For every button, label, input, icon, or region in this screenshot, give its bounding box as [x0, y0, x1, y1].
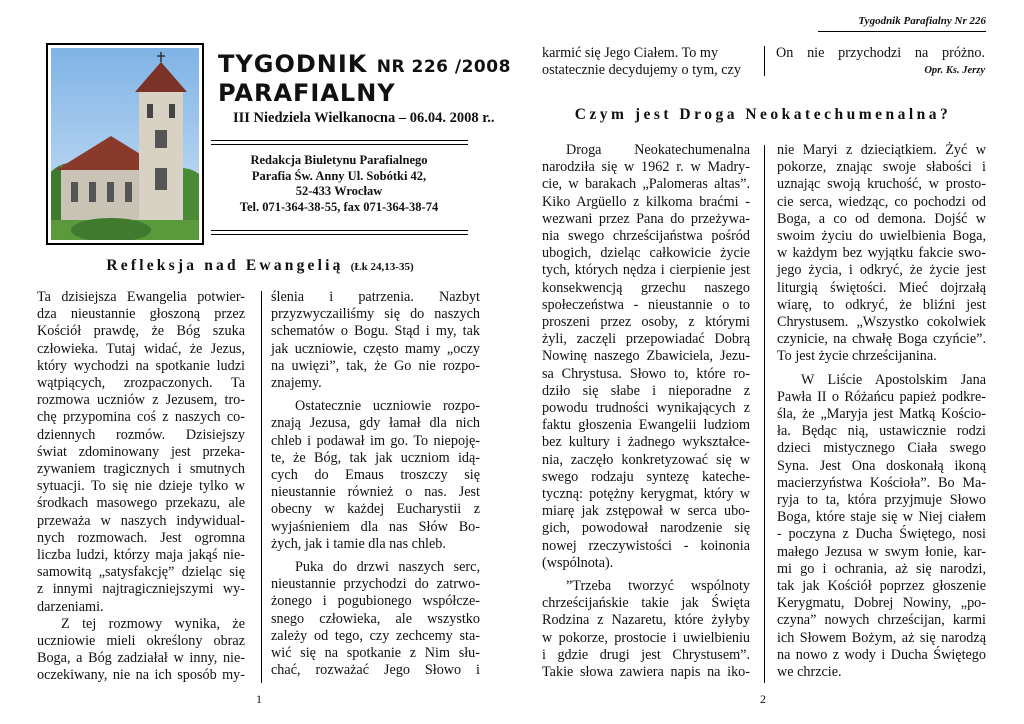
text-line: który wychodzi na spotkanie ludzi	[37, 357, 245, 374]
text-line: konsekwencją grzechu naszego	[542, 279, 750, 296]
running-head-rule	[818, 31, 986, 32]
text-line: znajemy.	[271, 375, 322, 392]
text-line: Kościół prawdę, że Bóg szuka	[37, 323, 245, 340]
text-line: chać, rozważać Jego Słowo i	[271, 662, 480, 679]
text-line: faktu głoszenia Ewangelii ludziom	[542, 417, 750, 434]
text-line: wiarę, to odkryć, że bliźni jest	[777, 296, 986, 313]
text-line: społeczeństwa - nieustannie o to	[542, 296, 750, 313]
author-signature: Opr. Ks. Jerzy	[924, 65, 985, 77]
text-line: w każdym bez wyjątku fakcie swo-	[777, 245, 986, 262]
text-line: nych rozmowach. Jest ogromna	[37, 529, 245, 546]
article-column-3	[542, 142, 750, 681]
text-line: nia swego chrześcijaństwa pośród	[542, 228, 750, 245]
masthead-rule-bottom	[211, 230, 468, 235]
scripture-reference: (Łk 24,13-35)	[350, 261, 414, 273]
text-line: nieustannie przychodzi do zatrwo-	[271, 576, 480, 593]
text-line: i gdzie drugi jest Chrystusem”.	[542, 646, 750, 663]
text-line: we chrzcie.	[777, 664, 842, 681]
text-line: wątpiących, zrozpaczonych. Ta	[37, 375, 245, 392]
text-line: śla, że „Maryja jest Matką Kościo-	[777, 406, 986, 423]
paragraph	[37, 289, 245, 685]
text-line: zywaniem tragicznych i smutnych	[37, 461, 245, 478]
text-line: nowej rzeczywistości - koinonia	[542, 537, 750, 554]
issue-date: III Niedziela Wielkanocna – 06.04. 2008 r..	[233, 110, 495, 126]
text-line: cych do Emaus troszczy się	[271, 467, 480, 484]
text-line: macierzyństwa Kościoła”. Bo Ma-	[777, 474, 986, 491]
text-line: darzeniami.	[37, 598, 104, 615]
issue-number: NR 226 /2008	[376, 57, 511, 77]
text-line: narodziła się w 1962 r. w Madry-	[542, 159, 750, 176]
text-line: miarę jak zstępował w serca ubo-	[542, 503, 750, 520]
paragraph	[271, 289, 480, 392]
text-line: dziło się słabe i nieporadne z	[542, 382, 750, 399]
text-line: liczba ludzi, którzy maja jakąś nie-	[37, 547, 245, 564]
text-line: te, że Bóg, tak jak uczniom idą-	[271, 449, 480, 466]
text-line: nie Maryi z dzieciątkiem. Żyć w	[777, 142, 986, 158]
text-line: jak uczniowie, często mamy „oczy	[271, 340, 480, 357]
paragraph	[271, 398, 480, 553]
masthead-title-word: TYGODNIK	[218, 50, 368, 78]
paragraph	[777, 142, 986, 366]
text-line: ich Słowem Bożym, aż się narodzą	[777, 629, 986, 646]
text-line: Boga, które staje się w Niej ciałem	[777, 509, 986, 526]
text-line: wyjaśnieniem dla nas Słów Bo-	[271, 518, 480, 535]
paragraph	[777, 372, 986, 682]
editorial-line: Tel. 071-364-38-55, fax 071-364-38-74	[239, 199, 439, 214]
text-line: Boga, a co od demona. Dojść w	[777, 210, 986, 227]
text-line: tyczną: potężny kerygmat, który w	[542, 486, 750, 503]
text-line: Z tej rozmowy wynika, że	[61, 615, 245, 632]
text-line: świat zdominowany jest przeka-	[37, 443, 245, 460]
text-line: Puka do drzwi naszych serc,	[295, 559, 480, 576]
section-heading-neocatechumenal: Czym jest Droga Neokatechumenalna?	[574, 106, 952, 123]
text-line: Syna. Jest Ona doskonałą ikoną	[777, 457, 986, 474]
church-photo	[46, 43, 204, 245]
text-line: żonego i pogubionego współcze-	[271, 593, 480, 610]
editorial-line: Redakcja Biuletynu Parafialnego	[250, 153, 428, 167]
page-number: 1	[256, 692, 262, 706]
article-column-1	[37, 289, 245, 685]
masthead-title	[218, 50, 511, 78]
section-heading-reflection	[40, 257, 480, 275]
text-line: cie serca, wiedząc, co pochodzi od	[777, 193, 986, 210]
text-line: Rodzina z Nazaretu, które żyłyby	[542, 612, 750, 629]
masthead-rule-top	[211, 140, 468, 145]
text-line: Chrystusem. „Wszystko cokolwiek	[777, 314, 986, 331]
editorial-line: Parafia Św. Anny Ul. Sobótki 42,	[251, 168, 427, 183]
text-line: wezwani przez Pana do przeżywa-	[542, 210, 750, 227]
text-line: ostatecznie decydujemy o tym, czy	[542, 62, 741, 79]
church-illustration	[51, 48, 199, 240]
text-line: - poczyna z Ducha Świętego, nosi	[777, 526, 986, 543]
text-line: dzieci mistycznego Ciała swego	[777, 440, 986, 457]
text-line: ubogich, dzieląc całkowicie życie	[542, 245, 750, 262]
text-line: z innymi najtragiczniejszymi wy-	[37, 581, 245, 598]
text-line: żyli, zaczęli przepowiadać Dobrą	[542, 331, 750, 348]
text-line: Droga Neokatechumenalna	[566, 142, 750, 158]
text-line: nia, zaczęło konkretyzować się w	[542, 451, 750, 468]
text-line: sa Chrystusa. Słowo to, które ro-	[542, 365, 750, 382]
masthead-title-line2: PARAFIALNY	[218, 79, 396, 107]
text-line: proszeni przez osoby, z którymi	[542, 314, 750, 331]
text-line: sytuacji. To się nie dzieje tylko w	[37, 478, 245, 495]
text-line: obecny w każdej Eucharystii z	[271, 501, 480, 518]
text-line: uznając swoją kruchość, w prosto-	[777, 176, 986, 193]
text-line: mi go i ochrania, aż się narodzi,	[777, 560, 986, 577]
text-line: nieustannie również o nas. Jest	[271, 484, 480, 501]
text-line: Ostatecznie uczniowie rozpo-	[295, 398, 480, 415]
text-line: człowieka. Tutaj widać, że Jezus,	[37, 340, 245, 357]
text-line: schematów o Bogu. Stąd i my, tak	[271, 323, 480, 340]
text-line: w pokorze, prostocie i uwielbieniu	[542, 629, 750, 646]
article-column-2	[271, 289, 480, 679]
editorial-box	[211, 153, 467, 215]
text-line: tych, których nędza i cierpienie jest	[542, 262, 750, 279]
running-head: Tygodnik Parafialny Nr 226	[858, 15, 986, 27]
text-line: wić się na spotkanie z Nim słu-	[271, 645, 480, 662]
text-line: na nowo z wody i Ducha Świętego	[777, 646, 986, 663]
text-line: Takie słowa zawiera napis na iko-	[542, 664, 750, 681]
text-line: Boga, a Bóg zadziałał w inny, nie-	[37, 650, 245, 667]
page-number: 2	[760, 692, 766, 706]
column-divider	[764, 46, 765, 76]
text-line: chleb i podawał im go. To niepoję-	[271, 432, 480, 449]
text-line: Kerygmatu, Dobrej Nowiny, „po-	[777, 595, 986, 612]
text-line: swego rodzaju syntezę kateche-	[542, 468, 750, 485]
text-line: znają Jezusa, gdy łamał dla nich	[271, 415, 480, 432]
text-line: On nie przychodzi na próżno.	[776, 45, 985, 61]
text-line: dziennych rozmów. Dzisiejszy	[37, 426, 245, 443]
text-line: karmić się Jego Ciałem. To my	[542, 45, 719, 61]
text-line: oczekiwany, nie na ich sposób my-	[37, 667, 245, 684]
text-line: To jest życie chrześcijanina.	[777, 348, 937, 365]
text-line: czyna” nowych chrześcijan, karmi	[777, 612, 986, 629]
continuation-end	[776, 45, 985, 79]
text-line: gich, powodował narodzenie się	[542, 520, 750, 537]
text-line: bez kultury i żadnego wykształce-	[542, 434, 750, 451]
column-divider	[764, 145, 765, 683]
text-line: jego życia, i odkryć, że życie jest	[777, 262, 986, 279]
text-line: chrześcijańskie takie jak Święta	[542, 595, 750, 612]
column-divider	[261, 291, 262, 683]
text-line: środkach masowego przekazu, ale	[37, 495, 245, 512]
text-line: zależy od tego, czy zechcemy sta-	[271, 627, 480, 644]
text-line: ”Trzeba tworzyć wspólnoty	[566, 578, 750, 595]
text-line: przeważa w naszych indywidual-	[37, 512, 245, 529]
text-line: ślenia i patrzenia. Nazbyt	[271, 289, 480, 305]
text-line: powodu trudności wynikających z	[542, 400, 750, 417]
editorial-line: 52-433 Wrocław	[295, 184, 383, 198]
text-line: chę przypomina coś z naszych co-	[37, 409, 245, 426]
text-line: dza nieustannie głoszoną przez	[37, 306, 245, 323]
text-line: Pawła II o Różańcu papież podkre-	[777, 388, 986, 405]
text-line: W Liście Apostolskim Jana	[801, 371, 986, 388]
text-line: Ta dzisiejsza Ewangelia potwier-	[37, 289, 245, 305]
text-line: (wspólnota).	[542, 554, 614, 571]
continuation-text	[542, 45, 750, 79]
paragraph	[542, 142, 750, 572]
text-line: czynicie, na chwałę Boga czyńcie”.	[777, 331, 986, 348]
text-line: Nowinę naszego Zbawiciela, Jezu-	[542, 348, 750, 365]
text-line: ła. Będąc nią, ustawicznie rodzi	[777, 423, 986, 440]
text-line: cie, w barakach „Palomeras altas”.	[542, 176, 750, 193]
text-line: na uwięzi”, tak, że Go nie rozpo-	[271, 357, 480, 374]
text-line: Kiko Argüello z kilkoma braćmi -	[542, 193, 750, 210]
text-line: pokorze, znając swoje słabości i	[777, 159, 986, 176]
text-line: tak jak Kościół poprzez głoszenie	[777, 578, 986, 595]
text-line: swoim życiu do uwielbienia Boga,	[777, 228, 986, 245]
text-line: uczniowie mieli określony obraz	[37, 633, 245, 650]
text-line: liturgią świętości. Mieć dojrzałą	[777, 279, 986, 296]
section-heading-text: Refleksja nad Ewangelią	[106, 257, 344, 274]
article-column-4	[777, 142, 986, 681]
text-line: żych, jak i tamie dla nas chleb.	[271, 535, 446, 552]
text-line: małego Jezusa w swym łonie, kar-	[777, 543, 986, 560]
text-line: ryja to ta, która przyjmuje Słowo	[777, 492, 986, 509]
text-line: rozmowa uczniów z Jezusem, tro-	[37, 392, 245, 409]
text-line: snego człowieka, ale wszystko	[271, 610, 480, 627]
paragraph	[542, 578, 750, 681]
text-line: samowitą „satysfakcję” dzieląc się	[37, 564, 245, 581]
text-line: przyzwyczailiśmy się do naszych	[271, 306, 480, 323]
paragraph	[271, 559, 480, 679]
